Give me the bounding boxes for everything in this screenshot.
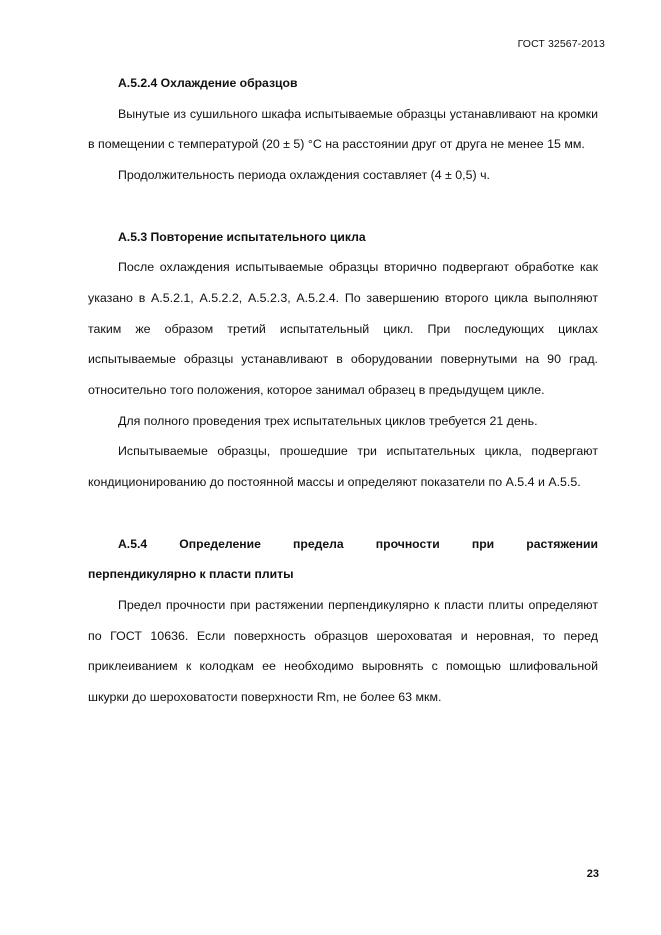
section-heading-repeat-cycle: А.5.3 Повторение испытательного цикла [118, 229, 366, 244]
document-code-header: ГОСТ 32567-2013 [517, 38, 605, 50]
paragraph-cooling-placement: Вынутые из сушильного шкафа испытываемые образцы устанавливают на кромки в помещении с температурой (20 ± 5) °С на расстоянии друг от друга не менее 15 мм. [88, 106, 598, 152]
paragraph-cooling-duration: Продолжительность периода охлаждения составляет (4 ± 0,5) ч. [118, 168, 490, 183]
paragraph-tensile-strength-method: Предел прочности при растяжении перпендикулярно к пласти плиты определяют по ГОСТ 10636. Если поверхность образцов шероховатая и неровная, то перед приклеиванием к колодкам ее необходимо выровнять с помощью шлифовальной шкурки до шероховатости поверхности Rm, не более 63 мкм. [88, 597, 598, 705]
section-spacer [88, 191, 598, 222]
document-body [88, 68, 598, 713]
paragraph-repeat-cycle-procedure: После охлаждения испытываемые образцы вторично подвергают обработке как указано в А.5.2.1, А.5.2.2, А.5.2.3, А.5.2.4. По завершению второго цикла выполняют таким же образом третий испытательный цикл. При последующих циклах испытываемые образцы устанавливают в оборудовании повернутыми на 90 град. относительно того положения, которое занимал образец в предыдущем цикле. [88, 260, 598, 398]
section-heading-tensile-strength: А.5.4 Определение предела прочности при растяжении [118, 536, 598, 551]
section-heading-tensile-strength-cont: перпендикулярно к пласти плиты [88, 567, 294, 582]
paragraph-repeat-cycle-conditioning: Испытываемые образцы, прошедшие три испытательных цикла, подвергают кондиционированию до постоянной массы и определяют показатели по А.5.4 и А.5.5. [88, 444, 598, 490]
section-heading-cooling: А.5.2.4 Охлаждение образцов [118, 76, 298, 90]
page-number: 23 [586, 868, 599, 880]
section-spacer [88, 498, 598, 529]
paragraph-repeat-cycle-duration: Для полного проведения трех испытательных циклов требуется 21 день. [118, 413, 538, 428]
